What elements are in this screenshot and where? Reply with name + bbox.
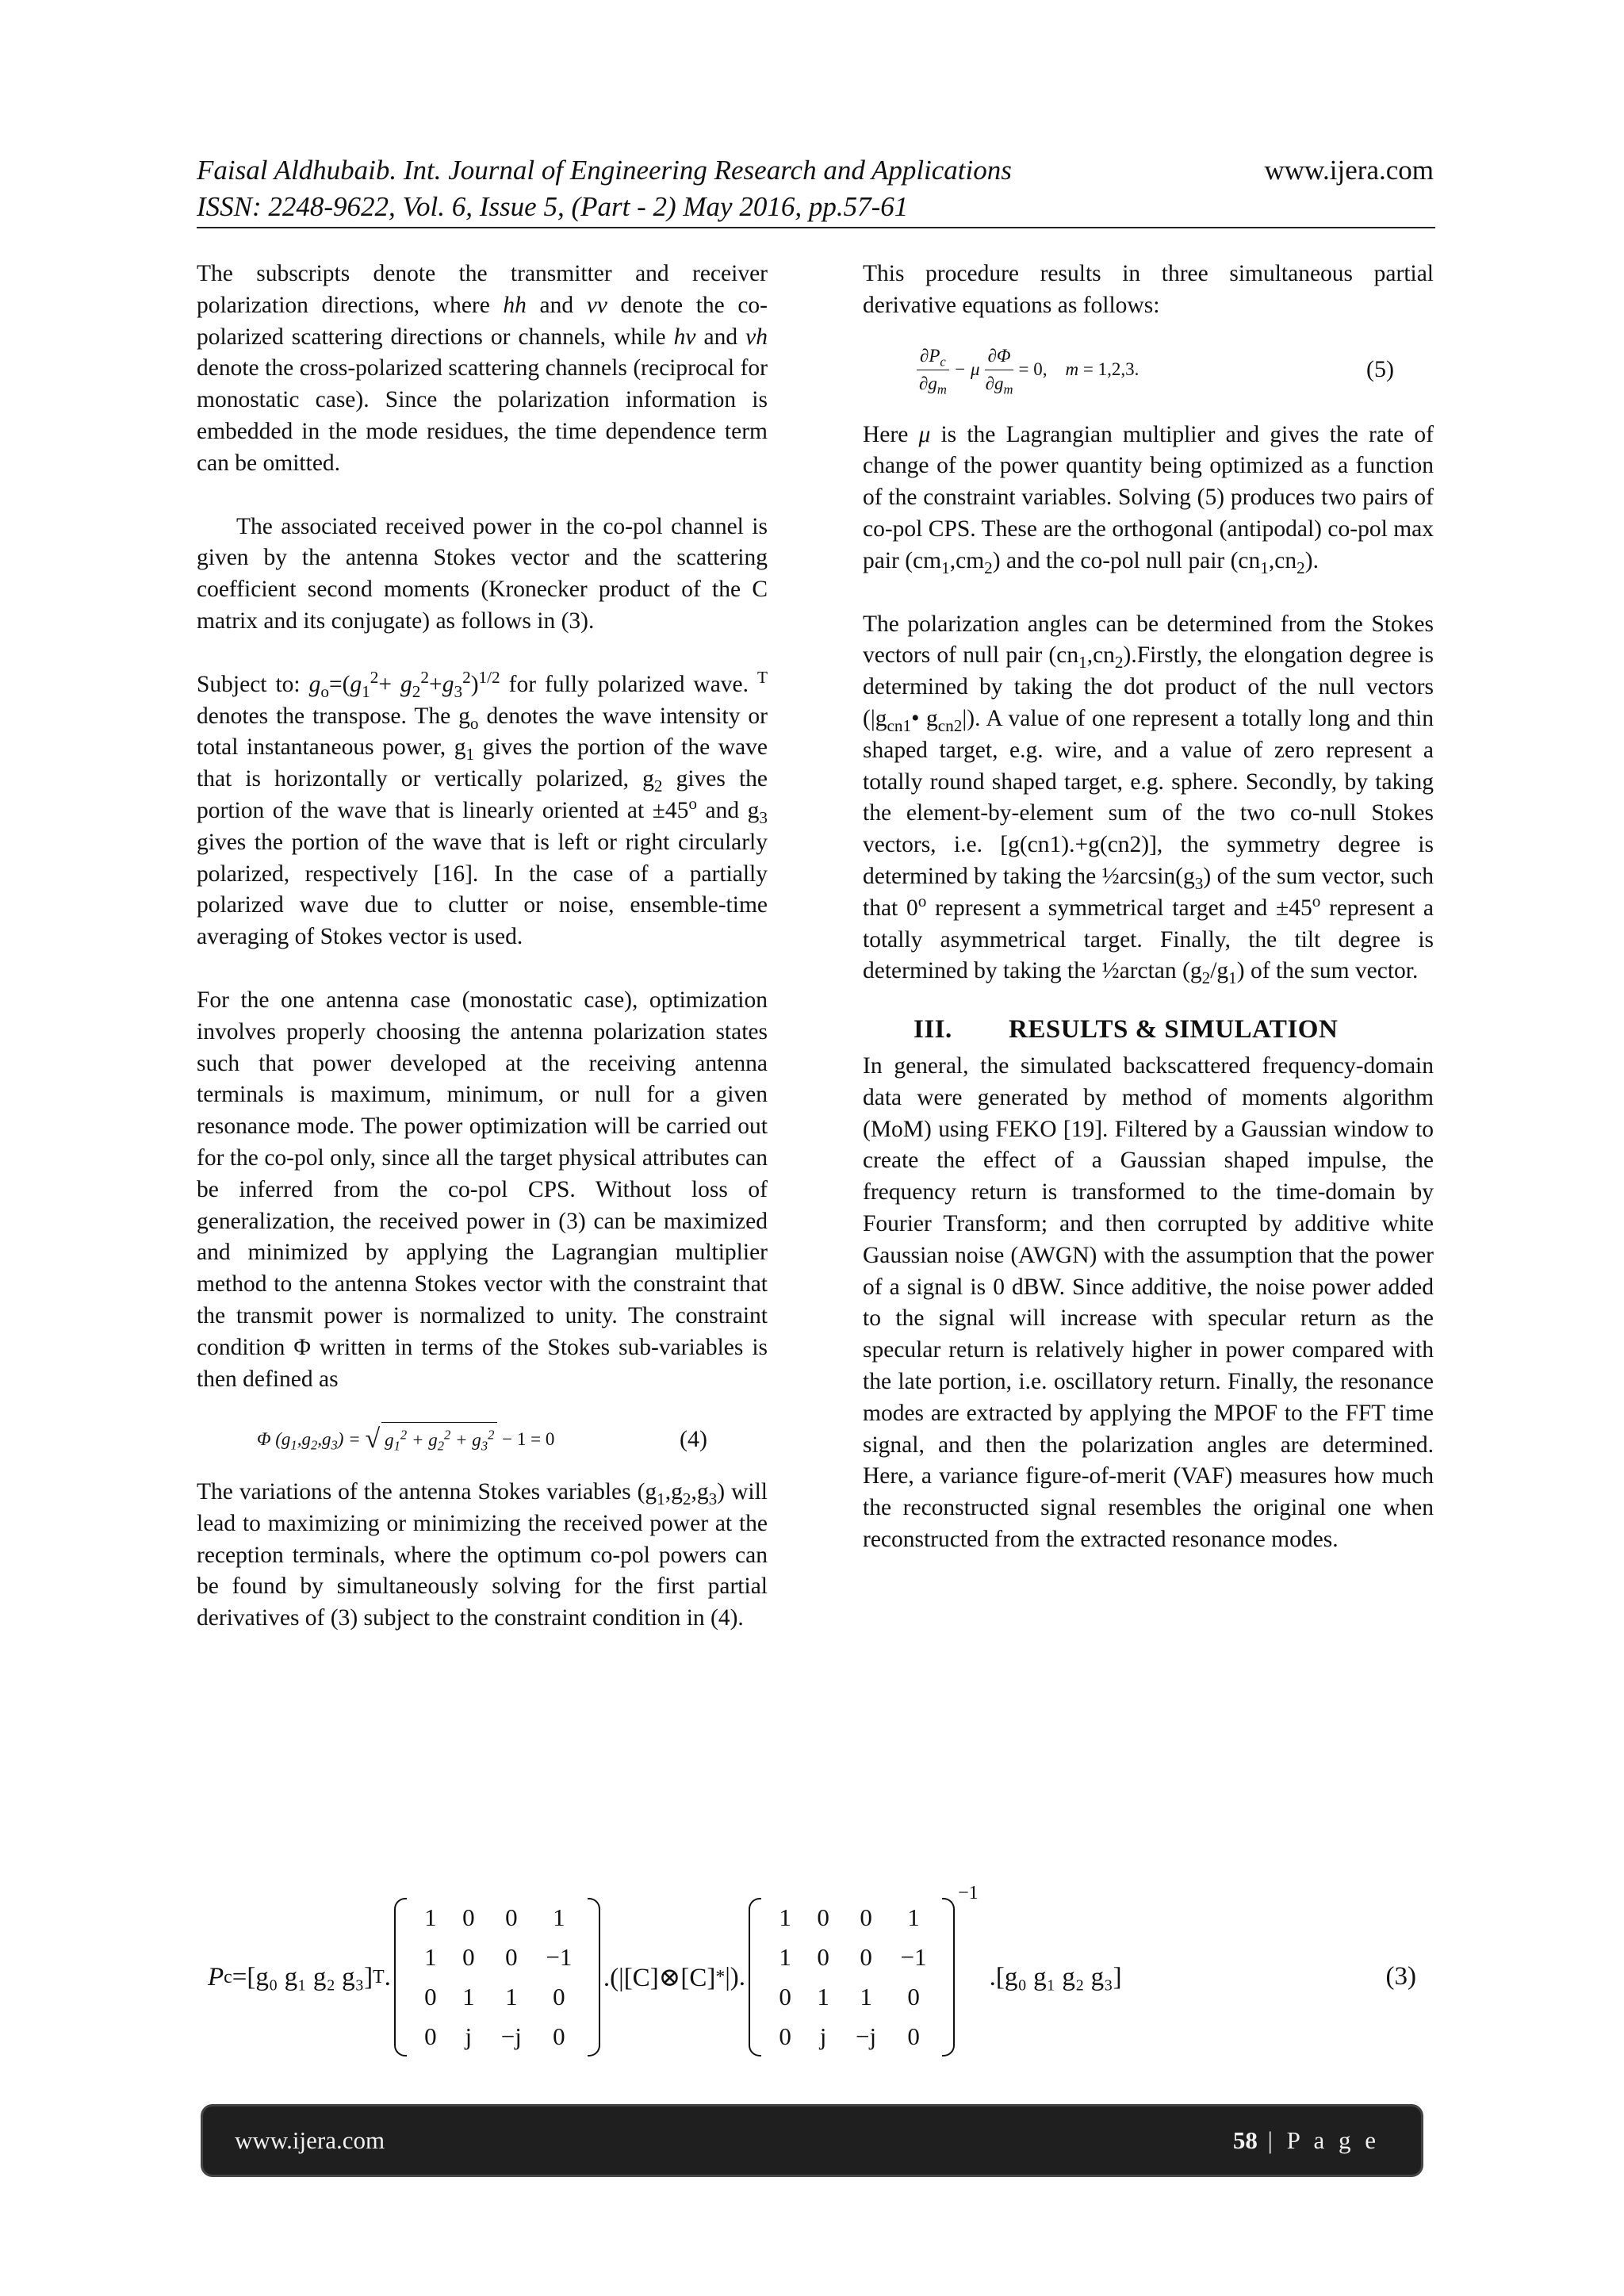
equation-3: P c =[g₀ g₁ g₂ g₃] T . 1 0 0 1 1 0 0 −1 0 1 1 0 0 j −j 0 .(|[C]⊗[C] * |). 1 0 0 1 1 0 0 −1 0 1 1 0 0 j −j 0 −1 .[g₀ g₁ g₂ g₃] (3) <box>208 1886 1435 2068</box>
issn-line: ISSN: 2248-9622, Vol. 6, Issue 5, (Part - 2) May 2016, pp.57-61 <box>197 191 909 222</box>
matrix-cell: j <box>465 2022 473 2050</box>
matrix-cell: 1 <box>779 1903 791 1931</box>
paragraph-subject-to: Subject to: $g_o=(g_1^2+ g_2^2+g_3^2)^{1/2}$ for fully polarized wave. $^T$ denotes the transpose. The $g_o$ denotes the wave intensity or total instantaneous power, $g_1$ gives the portion of the wave that is horizontally or vertically polarized, $g_2$ gives the portion of the wave that is linearly oriented at $\pm 45^o$ and $g_3$ gives the portion of the wave that is left or right circularly polarized, respectively [16]. In the case of a partially polarized wave due to clutter or noise, ensemble-time averaging of Stokes vector is used. <box>197 667 768 950</box>
paragraph-procedure: This procedure results in three simultaneous partial derivative equations as follows: <box>863 261 1434 318</box>
equation-4-label: (4) <box>680 1425 707 1452</box>
matrix-cell: 1 <box>907 1903 920 1931</box>
stokes-matrix-left <box>394 1898 600 2056</box>
matrix-cell: 0 <box>553 1983 565 2010</box>
paragraph-results: In general, the simulated backscattered frequency-domain data were generated by method of moments algorithm (MoM) using FEKO [19]. Filtered by a Gaussian window to create the effect of a Gaussian shaped impulse, the frequency return is transformed to the time-domain by Fourier Transform; and then corrupted by additive white Gaussian noise (AWGN) with the assumption that the power of a signal is 0 dBW. Since additive, the noise power added to the signal will increase with specular return as the specular return is relatively higher in power compared with the late portion, i.e. oscillatory return. Finally, the resonance modes are extracted by applying the MPOF to the FFT time signal, and then the polarization angles are determined. Here, a variance figure-of-merit (VAF) measures how much the reconstructed signal resembles the original one when reconstructed from the extracted resonance modes. <box>863 1052 1434 1552</box>
section-heading <box>863 1014 1434 1046</box>
matrix-cell: j <box>819 2022 827 2050</box>
matrix-cell: 1 <box>505 1983 518 2010</box>
paragraph-one-antenna: For the one antenna case (monostatic case), optimization involves properly choosing the antenna polarization states such that power developed at the receiving antenna terminals is maximum, minimum, or null for a given resonance mode. The power optimization will be carried out for the co-pol only, since all the target physical attributes can be inferred from the co-pol CPS. Without loss of generalization, the received power in (3) can be maximized and minimized by applying the Lagrangian multiplier method to the antenna Stokes vector with the constraint that the transmit power is normalized to unity. The constraint condition Φ written in terms of the Stokes sub-variables is then defined as <box>197 987 768 1392</box>
matrix-cell: 0 <box>505 1943 518 1971</box>
equation-4: Φ $(g_1,g_2,g_3)$ = √ $g_1^2 + g_2^2 + g_3^2$ − 1 = 0 (4) <box>197 1422 768 1456</box>
section-title: RESULTS & SIMULATION <box>1009 1015 1339 1045</box>
matrix-cell: 0 <box>424 1983 437 2010</box>
paragraph-subscripts: The subscripts denote the transmitter and receiver polarization directions, where hh and vv denote the co-polarized scattering directions or channels, while hv and vh denote the cross-polarized scattering channels (reciprocal for monostatic case). Since the polarization information is embedded in the mode residues, the time dependence term can be omitted. <box>197 261 768 476</box>
running-header <box>197 152 1434 225</box>
equation-3-label: (3) <box>1385 1962 1416 1991</box>
matrix-cell: 0 <box>860 1943 872 1971</box>
equation-5: $\frac{\partial P_c}{\partial g_m}$ − μ $\frac{\partial\Phi}{\partial g_m}$ = 0, m = 1,2,3. (5) <box>863 344 1434 396</box>
header-rule <box>197 227 1435 228</box>
matrix-cell: 1 <box>424 1943 437 1971</box>
matrix-cell: 1 <box>817 1983 829 2010</box>
paragraph-received-power: The associated received power in the co-pol channel is given by the antenna Stokes vector and the scattering coefficient second moments (Kronecker product of the C matrix and its conjugate) as follows in (3). <box>197 513 768 634</box>
journal-citation: Faisal Aldhubaib. Int. Journal of Engineering Research and Applications <box>197 155 1012 186</box>
matrix-cell: 0 <box>462 1943 475 1971</box>
paragraph-lagrangian: Here μ is the Lagrangian multiplier and gives the rate of change of the power quantity being optimized as a function of the constraint variables. Solving (5) produces two pairs of co-pol CPS. These are the orthogonal (antipodal) co-pol max pair $(cm_1,cm_2)$ and the co-pol null pair $(cn_1,cn_2)$. <box>863 421 1434 577</box>
matrix-cell: 0 <box>553 2022 565 2050</box>
matrix-cell: 0 <box>505 1903 518 1931</box>
matrix-cell: 1 <box>462 1983 475 2010</box>
matrix-cell: 1 <box>424 1903 437 1931</box>
matrix-cell: 0 <box>907 2022 920 2050</box>
matrix-cell: 0 <box>424 2022 437 2050</box>
page-footer <box>203 2106 1421 2175</box>
equation-5-label: (5) <box>1366 356 1394 383</box>
paragraph-polarization-angles: The polarization angles can be determined from the Stokes vectors of null pair $(cn_1,cn_2).Firstly$, the elongation degree is determined by taking the dot product of the null vectors ($|g_{cn1}•$ $g_{cn2}|$). A value of one represent a totally long and thin shaped target, e.g. wire, and a value of zero represent a totally round shaped target, e.g. sphere. Secondly, by taking the element-by-element sum of the two co-null Stokes vectors, i.e. [g(cn1).+g(cn2)], the symmetry degree is determined by taking the $\frac{1}{2}\arcsin(g_3)$ of the sum vector, such that 0$^o$ represent a symmetrical target and $\pm 45^o$ represent a totally asymmetrical target. Finally, the tilt degree is determined by taking the ½arctan $(g_2/g_1)$ of the sum vector. <box>863 611 1434 988</box>
stokes-matrix-right <box>749 1898 955 2056</box>
matrix-cell: −1 <box>900 1943 927 1971</box>
journal-url[interactable]: www.ijera.com <box>1264 155 1434 186</box>
page-number: 58 | P a g e <box>1232 2126 1380 2154</box>
matrix-cell: 1 <box>779 1943 791 1971</box>
matrix-cell: −j <box>856 2022 877 2050</box>
footer-url[interactable]: www.ijera.com <box>235 2126 385 2154</box>
matrix-cell: 0 <box>860 1903 872 1931</box>
matrix-cell: −j <box>500 2022 522 2050</box>
section-number: III. <box>914 1015 952 1045</box>
right-column <box>863 259 1434 1556</box>
matrix-cell: 1 <box>860 1983 872 2010</box>
matrix-cell: −1 <box>546 1943 573 1971</box>
left-column <box>197 259 768 1635</box>
matrix-cell: 1 <box>553 1903 565 1931</box>
matrix-cell: 0 <box>779 1983 791 2010</box>
matrix-cell: 0 <box>779 2022 791 2050</box>
matrix-cell: 0 <box>817 1943 829 1971</box>
paragraph-variations: The variations of the antenna Stokes variables $(g_1,g_2,g_3)$ will lead to maximizing or minimizing the received power at the reception terminals, where the optimum co-pol powers can be found by simultaneously solving for the first partial derivatives of (3) subject to the constraint condition in (4). <box>197 1479 768 1631</box>
matrix-cell: 0 <box>907 1983 920 2010</box>
matrix-cell: 0 <box>462 1903 475 1931</box>
matrix-cell: 0 <box>817 1903 829 1931</box>
